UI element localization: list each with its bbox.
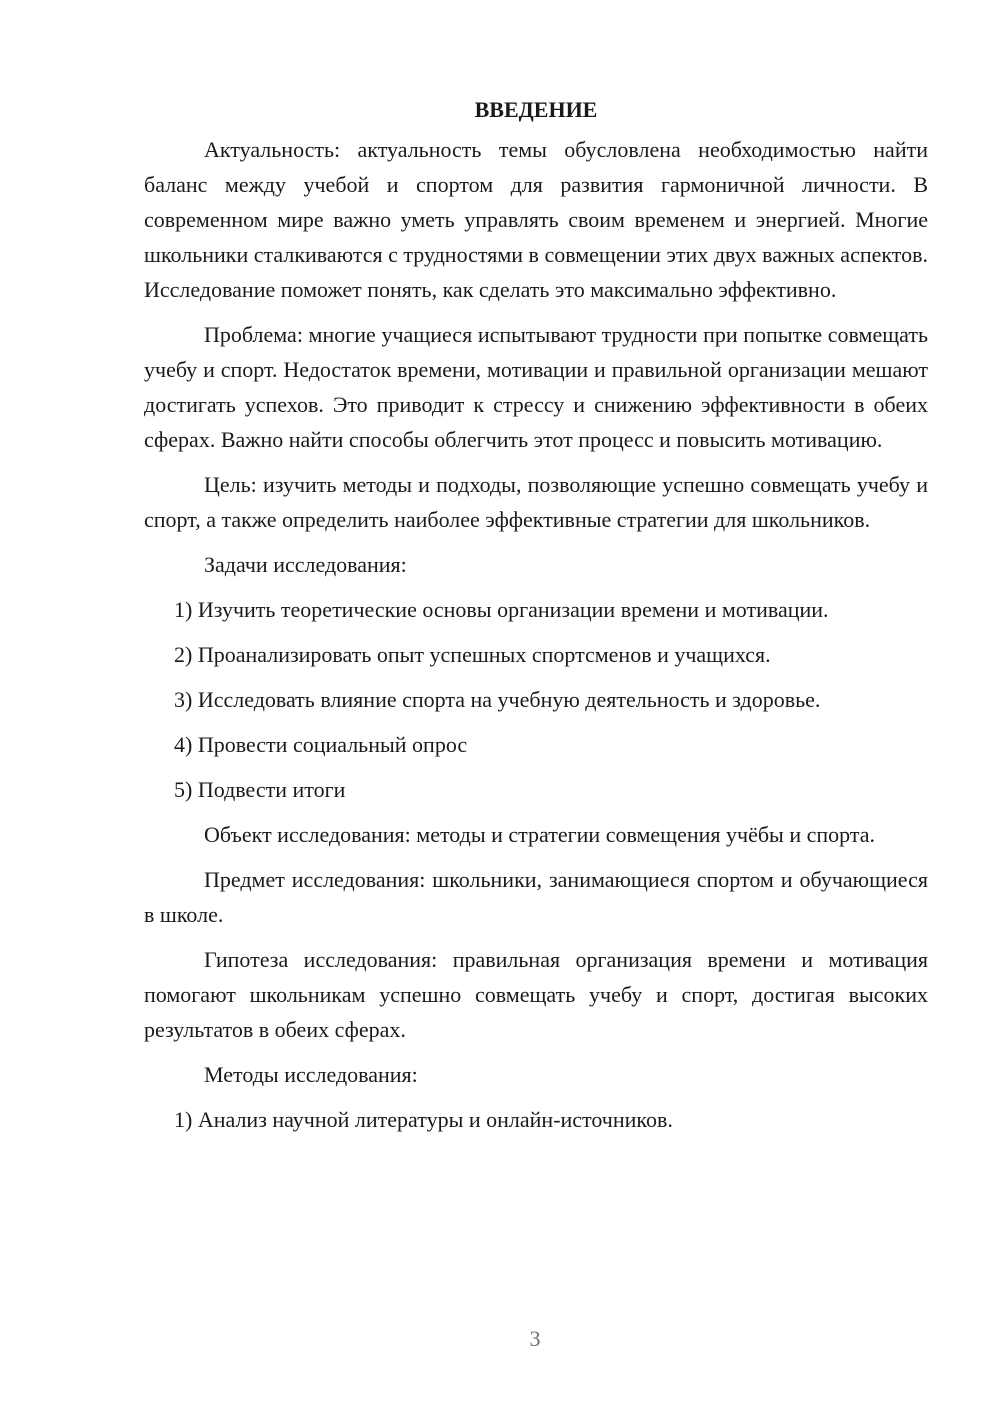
tasks-list — [144, 592, 928, 807]
relevance-paragraph: Актуальность: актуальность темы обусловлена необходимостью найти баланс между учебой и спортом для развития гармоничной личности. В современном мире важно уметь управлять своим временем и энергией. Многие школьники сталкиваются с трудностями в совмещении этих двух важных аспектов. Исследование поможет понять, как сделать это максимально эффективно. — [144, 137, 928, 302]
list-item: 1) Изучить теоретические основы организации времени и мотивации. — [174, 597, 829, 622]
list-item: 2) Проанализировать опыт успешных спортсменов и учащихся. — [174, 642, 771, 667]
list-item: 3) Исследовать влияние спорта на учебную деятельность и здоровье. — [174, 687, 821, 712]
page-number: 3 — [529, 1326, 541, 1351]
goal-paragraph: Цель: изучить методы и подходы, позволяющие успешно совмещать учебу и спорт, а также определить наиболее эффективные стратегии для школьников. — [144, 472, 928, 532]
methods-heading: Методы исследования: — [204, 1062, 418, 1087]
list-item: 5) Подвести итоги — [174, 777, 346, 802]
document-page — [144, 92, 928, 1147]
tasks-heading: Задачи исследования: — [204, 552, 407, 577]
problem-paragraph: Проблема: многие учащиеся испытывают трудности при попытке совмещать учебу и спорт. Недостаток времени, мотивации и правильной организации мешают достигать успехов. Это приводит к стрессу и снижению эффективности в обеих сферах. Важно найти способы облегчить этот процесс и повысить мотивацию. — [144, 322, 928, 452]
page-title: ВВЕДЕНИЕ — [474, 97, 598, 122]
list-item: 1) Анализ научной литературы и онлайн-источников. — [174, 1107, 673, 1132]
hypothesis-paragraph: Гипотеза исследования: правильная организация времени и мотивация помогают школьникам успешно совмещать учебу и спорт, достигая высоких результатов в обеих сферах. — [144, 947, 928, 1042]
list-item: 4) Провести социальный опрос — [174, 732, 468, 757]
object-paragraph: Объект исследования: методы и стратегии совмещения учёбы и спорта. — [204, 822, 875, 847]
methods-list — [144, 1102, 928, 1137]
subject-paragraph: Предмет исследования: школьники, занимающиеся спортом и обучающиеся в школе. — [144, 867, 928, 927]
